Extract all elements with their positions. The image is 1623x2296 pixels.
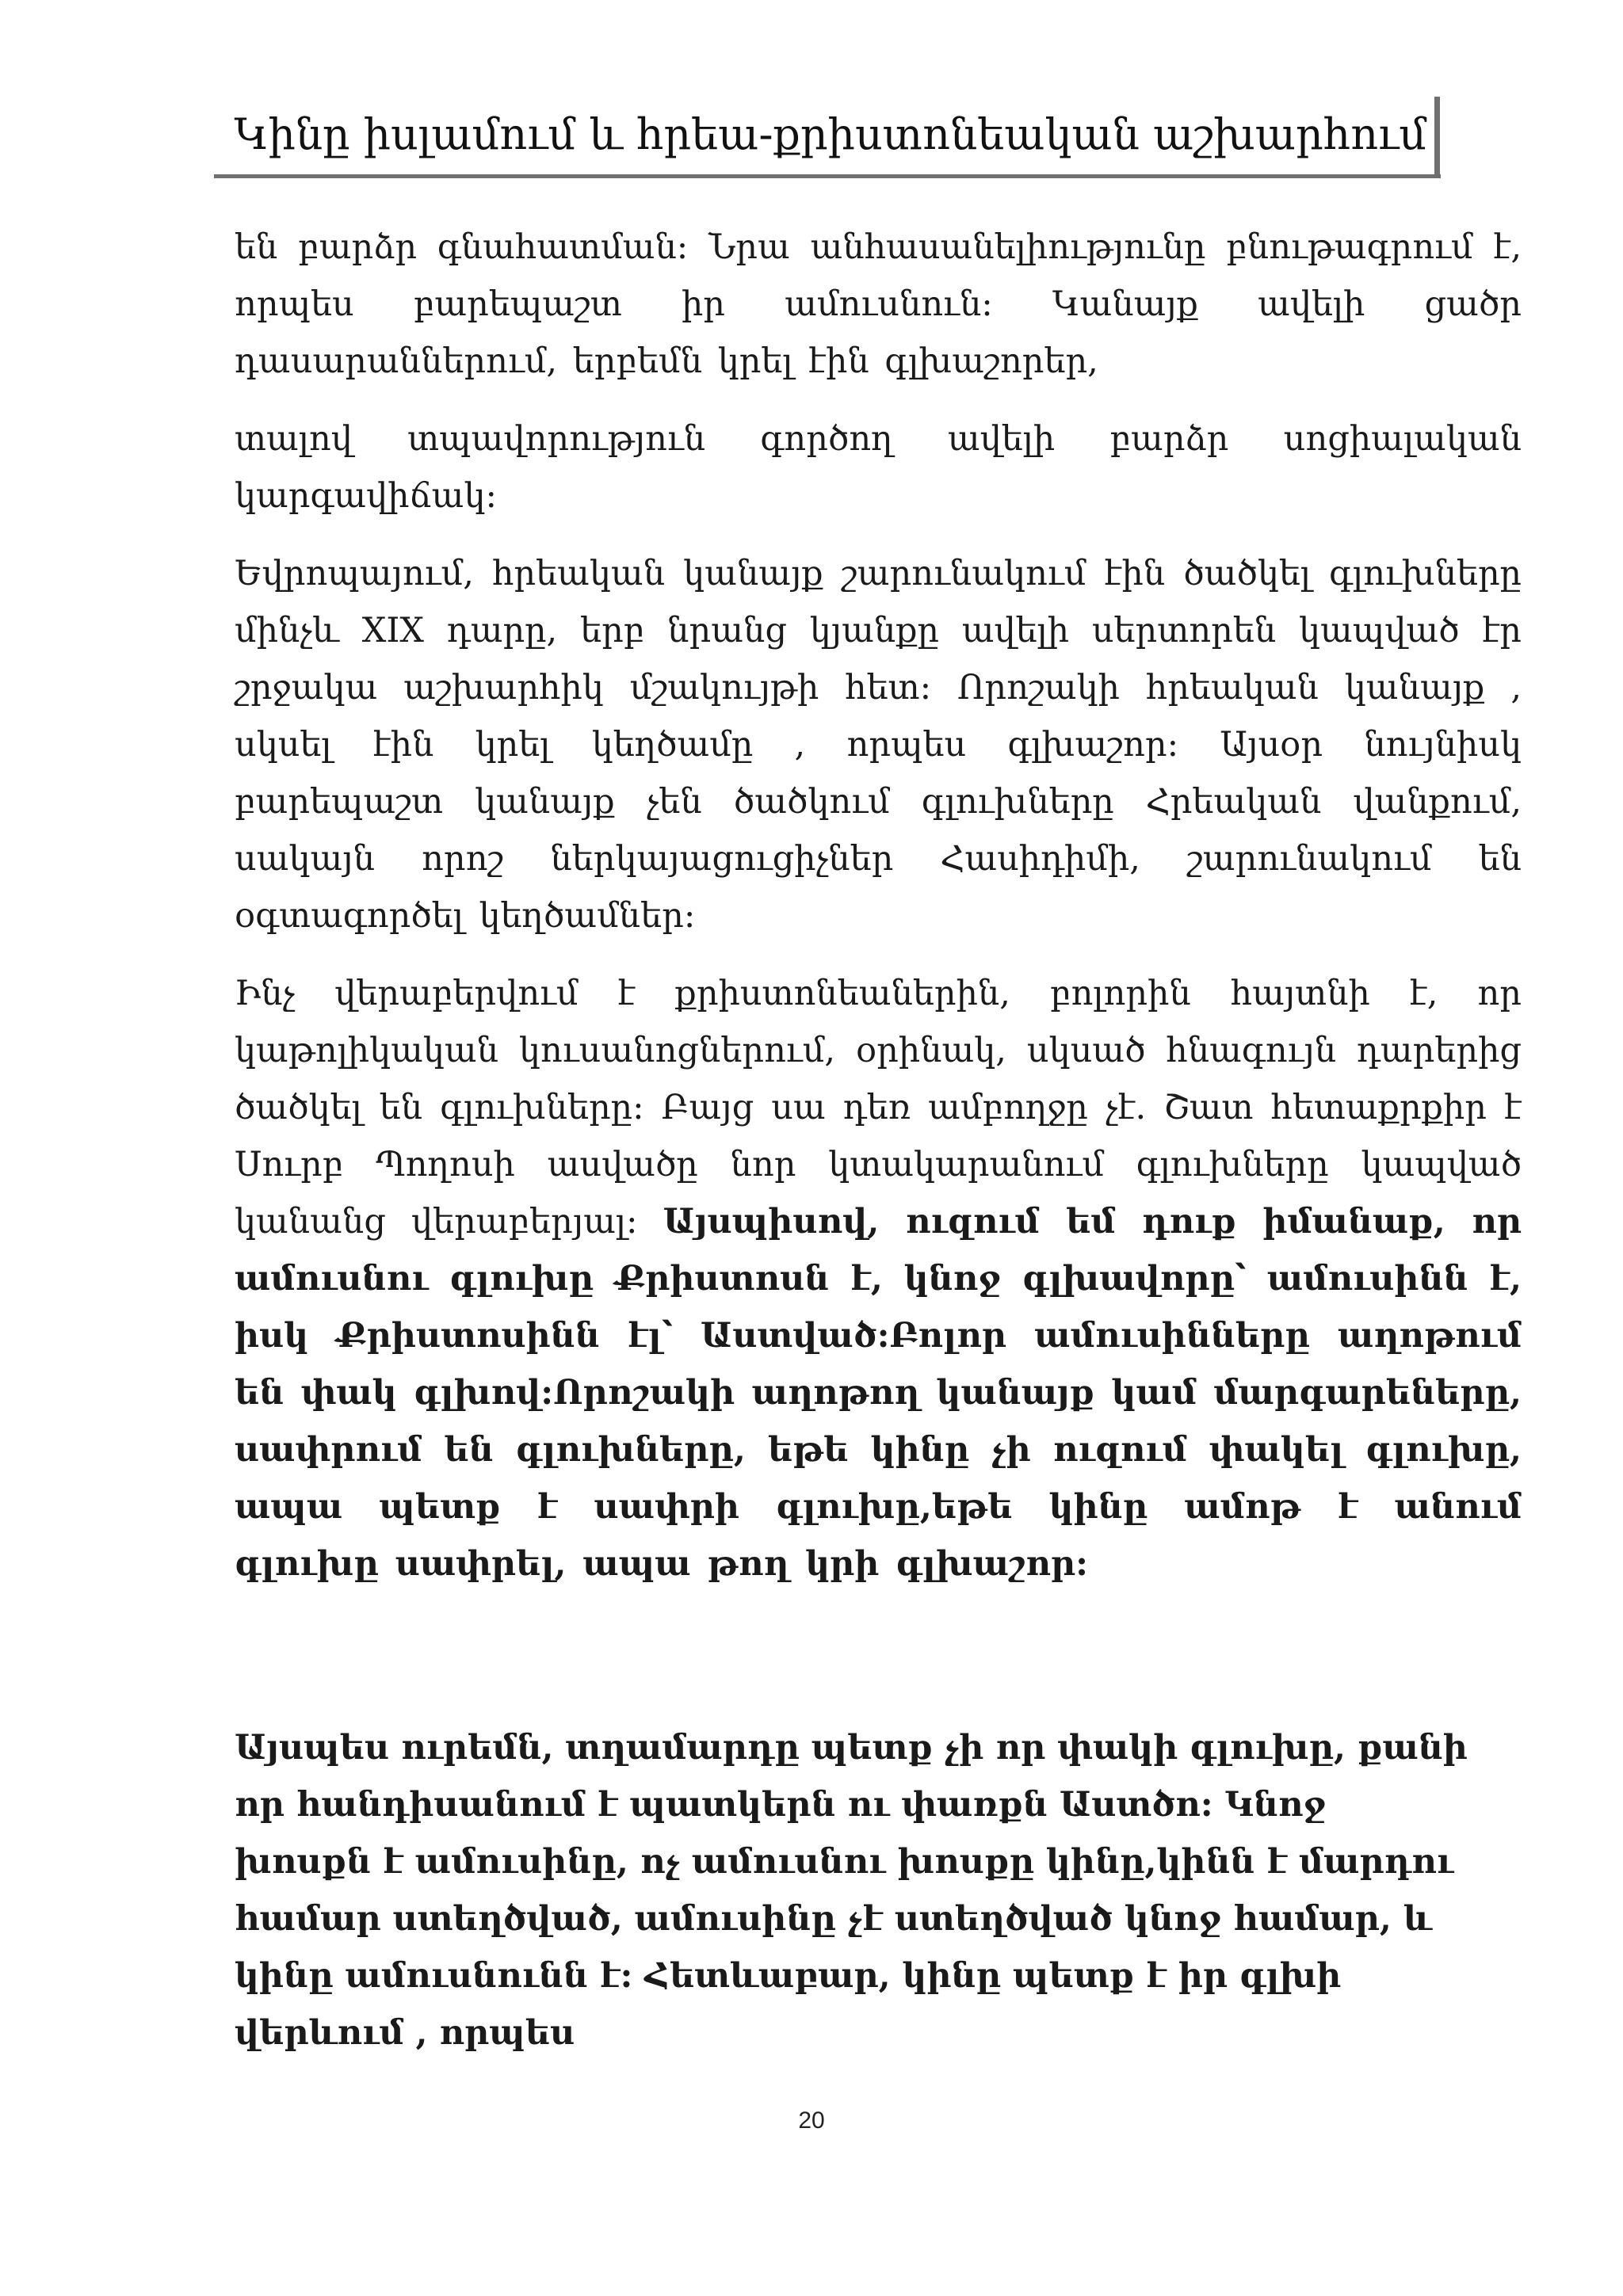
paragraph-3: Եվրոպայում, հրեական կանայք շարունակում էին ծածկել գլուխները մինչև XIX դարը, երբ նրանց կյանքը ավելի սերտորեն կապված էր շրջակա աշխարհիկ մշակույթի հետ: Որոշակի հրեական կանայք , սկսել էին կրել կեղծամը , որպես գլխաշոր: Այսօր նույնիսկ բարեպաշտ կանայք չեն ծածկում գլուխները Հրեական վանքում, սակայն որոշ ներկայացուցիչներ Հասիդիմի, շարունակում են օգտագործել կեղծամներ: [235, 554, 1522, 936]
paragraph-5: Այսպես ուրեմն, տղամարդը պետք չի որ փակի գլուխը, քանի որ հանդիսանում է պատկերն ու փառքն Աստծո: Կնոջ խոսքն է ամուսինը, ոչ ամուսնու խոսքը կինը,կինն է մարդու համար ստեղծված, ամուսինը չէ ստեղծված կնոջ համար, և կինը ամուսնունն է: Հետևաբար, կինը պետք է իր գլխի վերևում , որպես [235, 1728, 1468, 2053]
paragraph-2: տալով տպավորություն գործող ավելի բարձր սոցիալական կարգավիճակ: [235, 419, 1522, 516]
paragraph-1: են բարձր գնահատման: Նրա անհասանելիությունը բնութագրում է, որպես բարեպաշտ իր ամուսնուն: Կանայք ավելի ցածր դասարաններում, երբեմն կրել էին գլխաշորեր, [235, 227, 1522, 381]
page-number: 20 [798, 2107, 825, 2134]
paragraph-4 [235, 965, 1522, 1592]
paragraph-4-bold-quote: Այսպիսով, ուզում եմ դուք իմանաք, որ ամուսնու գլուխը Քրիստոսն է, կնոջ գլխավորը՝ ամուսինն է, իսկ Քրիստոսինն էլ՝ Աստված:Բոլոր ամուսինները աղոթում են փակ գլխով:Որոշակի աղոթող կանայք կամ մարգարեները, սափրում են գլուխները, եթե կինը չի ուզում փակել գլուխը, ապա պետք է սափրի գլուխը,եթե կինը ամոթ է անում գլուխը սափրել, ապա թող կրի գլխաշոր: [235, 1202, 1522, 1584]
header-vertical-bar [1434, 97, 1440, 178]
running-header-title: Կինը իսլամում և հրեա-քրիստոնեական աշխարհում [234, 109, 1426, 159]
paragraph-4-text: Ինչ վերաբերվում է քրիստոնեաներին, բոլորին հայտնի է, որ կաթոլիկական կուսանոցներում, օրինակ, սկսած հնագույն դարերից ծածկել են գլուխները: Բայց սա դեռ ամբողջը չէ. Շատ հետաքրքիր է Սուրբ Պողոսի ասվածը նոր կտակարանում գլուխները կապված կանանց վերաբերյալ: [235, 974, 1522, 1241]
body-text [235, 219, 1522, 2096]
header-rule [214, 174, 1441, 178]
